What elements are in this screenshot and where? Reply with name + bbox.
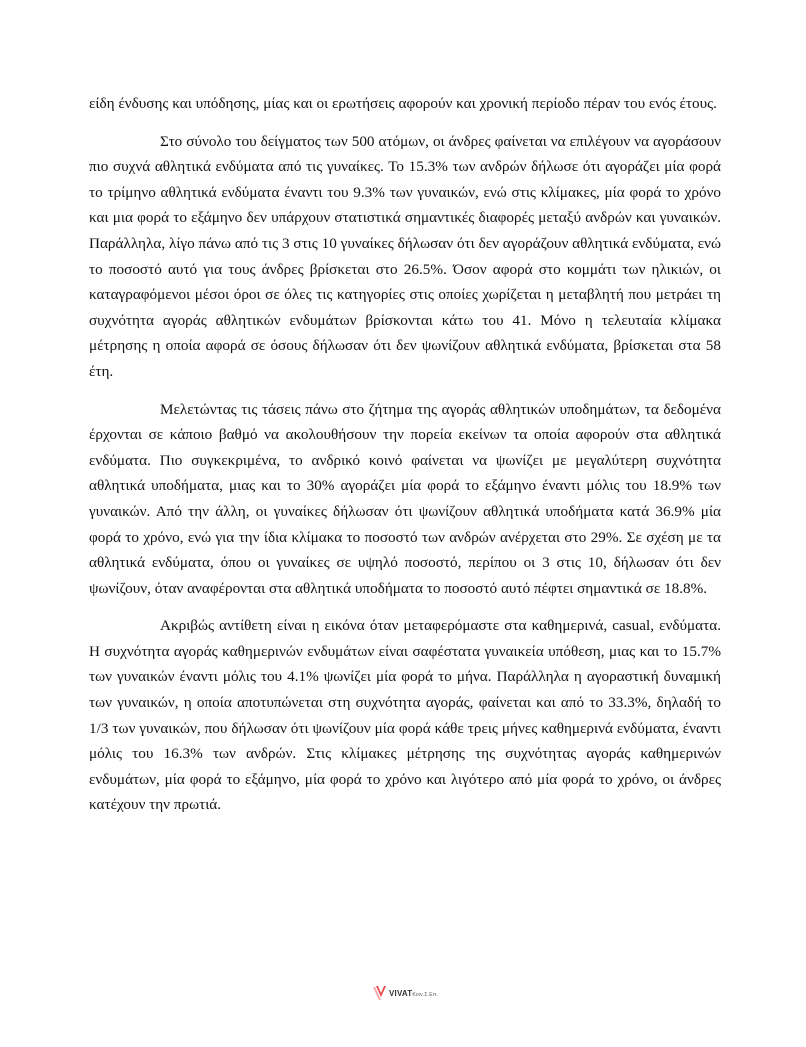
paragraph-sports-shoes: Μελετώντας τις τάσεις πάνω στο ζήτημα της αγοράς αθλητικών υποδημάτων, τα δεδομένα έρχονται σε κάποιο βαθμό να ακολουθήσουν την πορεία εκείνων τα οποία αφορούν στα αθλητικά ενδύματα. Πιο συγκεκριμένα, το ανδρικό κοινό φαίνεται να ψωνίζει με μεγαλύτερη συχνότητα αθλητικά υποδήματα, μιας και το 30% αγοράζει μία φορά το εξάμηνο έναντι μόλις του 18.9% των γυναικών. Από την άλλη, οι γυναίκες δήλωσαν ότι ψωνίζουν αθλητικά υποδήματα κατά 36.9% μία φορά το χρόνο, ενώ για την ίδια κλίμακα το ποσοστό των ανδρών ανέρχεται στο 29%. Σε σχέση με τα αθλητικά ενδύματα, όπου οι γυναίκες σε υψηλό ποσοστό, περίπου οι 3 στις 10, δήλωσαν ότι δεν ψωνίζουν, όταν αναφέρονται στα αθλητικά υποδήματα το ποσοστό αυτό πέφτει σημαντικά σε 18.8%. xyxy=(89,400,721,597)
paragraph-sportswear: Στο σύνολο του δείγματος των 500 ατόμων, οι άνδρες φαίνεται να επιλέγουν να αγοράσουν πιο συχνά αθλητικά ενδύματα από τις γυναίκες. Το 15.3% των ανδρών δήλωσε ότι αγοράζει μία φορά το τρίμηνο αθλητικά ενδύματα έναντι του 9.3% των γυναικών, ενώ στις κλίμακες, μία φορά το χρόνο και μια φορά το εξάμηνο δεν υπάρχουν στατιστικά σημαντικές διαφορές μεταξύ ανδρών και γυναικών. Παράλληλα, λίγο πάνω από τις 3 στις 10 γυναίκες δήλωσαν ότι δεν αγοράζουν αθλητικά ενδύματα, ενώ το ποσοστό αυτό για τους άνδρες βρίσκεται στο 26.5%. Όσον αφορά στο κομμάτι των ηλικιών, οι καταγραφόμενοι μέσοι όροι σε όλες τις κατηγορίες στις οποίες χωρίζεται η μεταβλητή που μετράει τη συχνότητα αγοράς αθλητικών ενδυμάτων βρίσκονται κάτω του 41. Μόνο η τελευταία κλίμακα μέτρησης η οποία αφορά σε όσους δήλωσαν ότι δεν ψωνίζουν αθλητικά ενδύματα, βρίσκεται στα 58 έτη. xyxy=(89,132,721,380)
logo-text-main: VIVAT xyxy=(389,989,413,998)
paragraph-continuation: είδη ένδυσης και υπόδησης, μίας και οι ερωτήσεις αφορούν και χρονική περίοδο πέραν του ενός έτους. xyxy=(89,95,717,112)
footer-logo xyxy=(372,982,438,1002)
document-page xyxy=(89,91,721,818)
logo-text xyxy=(389,989,438,1002)
vivat-logo-icon xyxy=(372,984,388,1002)
paragraph-casual-wear: Ακριβώς αντίθετη είναι η εικόνα όταν μεταφερόμαστε στα καθημερινά, casual, ενδύματα. Η συχνότητα αγοράς καθημερινών ενδυμάτων είναι σαφέστατα γυναικεία υπόθεση, μιας και το 15.7% των γυναικών έναντι μόλις του 4.1% ψωνίζει μία φορά το μήνα. Παράλληλα η αγοραστική δυναμική των γυναικών, η οποία αποτυπώνεται στη συχνότητα αγοράς, φαίνεται και από το 33.3%, δηλαδή το 1/3 των γυναικών, που δήλωσαν ότι ψωνίζουν μία φορά κάθε τρεις μήνες καθημερινά ενδύματα, έναντι μόλις του 16.3% των ανδρών. Στις κλίμακες μέτρησης της συχνότητας αγοράς καθημερινών ενδυμάτων, μία φορά το εξάμηνο, μία φορά το χρόνο και λιγότερο από μία φορά το χρόνο, οι άνδρες κατέχουν την πρωτιά. xyxy=(89,617,721,814)
logo-text-sub: Κοιν.Σ.Επ. xyxy=(412,992,439,998)
